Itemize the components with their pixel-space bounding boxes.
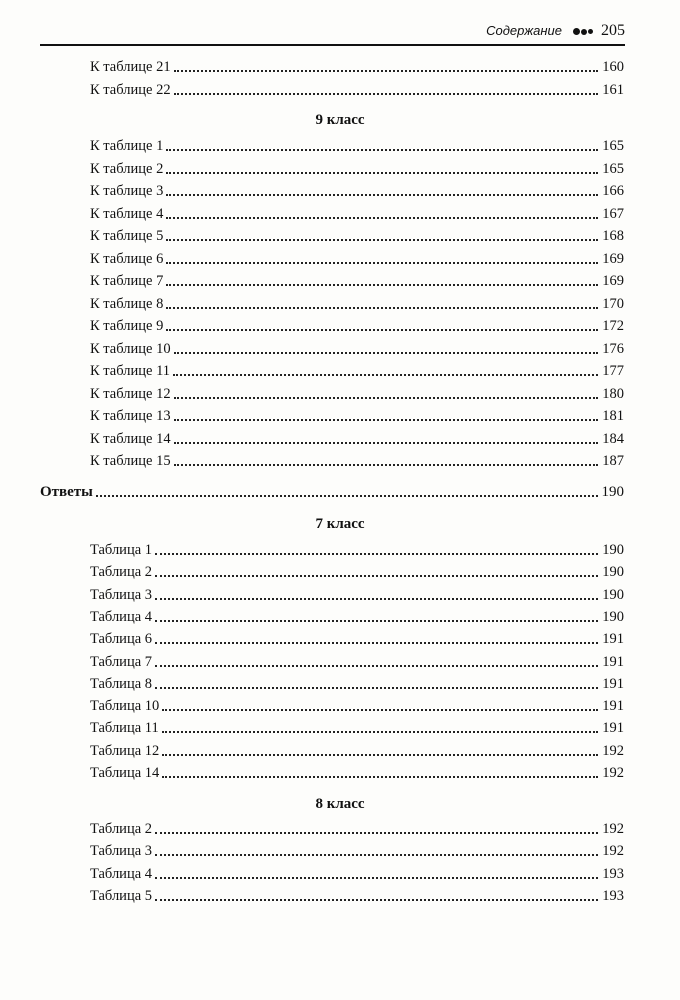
toc-entry-page: 187 <box>602 453 624 469</box>
dot-leader <box>174 69 599 72</box>
toc-entry-page: 190 <box>602 608 624 625</box>
dot-leader <box>162 730 599 733</box>
toc-entry-page: 193 <box>602 887 624 904</box>
toc-entry[interactable] <box>90 673 624 693</box>
toc-entry[interactable] <box>90 628 624 648</box>
toc-entry[interactable] <box>90 315 624 335</box>
toc-entry-label: Таблица 2 <box>90 821 153 837</box>
toc-entry[interactable] <box>90 450 624 470</box>
toc-entry[interactable] <box>90 606 624 626</box>
toc-entry-label: К таблице 10 <box>90 340 171 357</box>
dot-leader <box>166 148 598 151</box>
toc-entry-label: Таблица 4 <box>90 608 153 625</box>
toc-entry-label: К таблице 14 <box>90 430 171 447</box>
dot-leader <box>155 574 598 577</box>
toc-entry[interactable] <box>90 695 624 715</box>
toc-entry-page: 192 <box>602 742 624 759</box>
dot-leader <box>155 831 598 834</box>
toc-entry-page: 190 <box>602 542 624 558</box>
dot-leader <box>166 261 598 264</box>
dot-leader <box>96 494 598 497</box>
toc-entry-label: К таблице 12 <box>90 385 171 402</box>
toc-entry[interactable] <box>90 158 624 178</box>
toc-entry-label: К таблице 1 <box>90 138 164 154</box>
toc-entry[interactable] <box>90 428 624 448</box>
toc-entry-label: К таблице 9 <box>90 318 164 334</box>
toc-entry-page: 190 <box>601 484 624 500</box>
toc-entry[interactable] <box>90 383 624 403</box>
toc-entry-label: Таблица 12 <box>90 742 160 759</box>
toc-entry-label: Таблица 3 <box>90 586 153 603</box>
toc-entry[interactable] <box>90 762 624 782</box>
toc-entry-page: 166 <box>602 183 624 199</box>
dot-leader <box>174 351 599 354</box>
toc-entry-label: К таблице 11 <box>90 363 171 379</box>
toc-entry-page: 180 <box>602 385 624 402</box>
toc-entry[interactable] <box>90 338 624 358</box>
toc-entry-page: 161 <box>602 81 624 98</box>
toc-entry-label: Таблица 2 <box>90 564 153 581</box>
toc-entry-page: 177 <box>602 363 624 379</box>
dot-leader <box>162 753 598 756</box>
toc-entry[interactable] <box>90 225 624 245</box>
dot-leader <box>166 171 598 174</box>
toc-entry-label: Таблица 4 <box>90 865 153 882</box>
toc-entry-page: 191 <box>602 653 624 670</box>
dot-leader <box>174 92 599 95</box>
toc-entry[interactable] <box>90 180 624 200</box>
toc-entry-page: 170 <box>602 295 624 312</box>
toc-entry-label: К таблице 21 <box>90 59 171 75</box>
section-heading-7: 7 класс <box>315 516 365 532</box>
toc-entry[interactable] <box>90 863 624 883</box>
toc-entry-label: Таблица 3 <box>90 843 153 860</box>
toc-entry[interactable] <box>90 360 624 380</box>
header-section-title: Содержание <box>486 23 562 38</box>
dot-leader <box>166 216 598 219</box>
toc-entry[interactable] <box>90 56 624 76</box>
toc-entry-label: К таблице 2 <box>90 160 164 177</box>
toc-entry[interactable] <box>90 203 624 223</box>
toc-entry-page: 190 <box>602 564 624 581</box>
dot-leader <box>155 597 598 600</box>
toc-entry-page: 192 <box>602 821 624 837</box>
dot-leader <box>166 306 598 309</box>
dot-leader <box>174 396 599 399</box>
toc-entry[interactable] <box>90 405 624 425</box>
toc-entry[interactable] <box>90 717 624 737</box>
toc-entry-page: 181 <box>602 408 624 424</box>
toc-entry-answers[interactable] <box>40 481 624 501</box>
toc-entry-label: Таблица 1 <box>90 542 153 558</box>
dot-leader <box>155 664 598 667</box>
header-dots-icon <box>572 22 593 40</box>
toc-entry-label: К таблице 5 <box>90 228 164 244</box>
toc-entry-label: К таблице 22 <box>90 81 171 98</box>
dot-leader <box>166 238 598 241</box>
page-number: 205 <box>601 22 625 39</box>
toc-entry[interactable] <box>90 79 624 99</box>
toc-entry-page: 165 <box>602 138 624 154</box>
dot-leader <box>162 708 598 711</box>
toc-entry-label: Таблица 6 <box>90 631 153 648</box>
toc-entry[interactable] <box>90 293 624 313</box>
dot-leader <box>162 775 598 778</box>
toc-entry-page: 168 <box>602 228 624 244</box>
dot-leader <box>174 418 599 421</box>
toc-entry[interactable] <box>90 248 624 268</box>
toc-entry-page: 193 <box>602 865 624 882</box>
toc-entry-page: 165 <box>602 160 624 177</box>
toc-entry-label: К таблице 3 <box>90 183 164 199</box>
toc-entry[interactable] <box>90 584 624 604</box>
dot-leader <box>155 898 598 901</box>
toc-entry-label: К таблице 15 <box>90 453 171 469</box>
toc-entry-page: 191 <box>602 698 624 715</box>
toc-entry-page: 192 <box>602 765 624 781</box>
toc-entry-page: 169 <box>602 250 624 267</box>
toc-entry-page: 184 <box>602 430 624 447</box>
toc-entry-label: Таблица 8 <box>90 675 153 692</box>
toc-entry-label: К таблице 6 <box>90 250 164 267</box>
section-heading-8: 8 класс <box>315 796 365 812</box>
toc-entry-label: Таблица 7 <box>90 653 153 670</box>
toc-entry-label: К таблице 7 <box>90 273 164 289</box>
toc-entry-page: 190 <box>602 586 624 603</box>
toc-entry[interactable] <box>90 539 624 559</box>
toc-entry-label: Таблица 14 <box>90 765 160 781</box>
dot-leader <box>155 641 598 644</box>
toc-entry-page: 172 <box>602 318 624 334</box>
toc-entry-page: 160 <box>602 59 624 75</box>
dot-leader <box>166 193 598 196</box>
dot-leader <box>173 373 598 376</box>
toc-entry[interactable] <box>90 740 624 760</box>
dot-leader <box>166 328 598 331</box>
toc-entry[interactable] <box>90 840 624 860</box>
toc-entry-label: Ответы <box>40 484 93 500</box>
toc-entry-page: 176 <box>602 340 624 357</box>
toc-entry[interactable] <box>90 135 624 155</box>
dot-leader <box>155 552 598 555</box>
toc-entry[interactable] <box>90 885 624 905</box>
toc-entry-label: К таблице 8 <box>90 295 164 312</box>
toc-entry-label: Таблица 5 <box>90 887 153 904</box>
toc-entry-label: К таблице 13 <box>90 408 171 424</box>
dot-leader <box>174 463 599 466</box>
toc-entry[interactable] <box>90 561 624 581</box>
section-heading-9: 9 класс <box>315 112 365 128</box>
toc-entry-label: К таблице 4 <box>90 205 164 222</box>
dot-leader <box>155 619 598 622</box>
toc-entry-page: 191 <box>602 720 624 737</box>
toc-entry-page: 191 <box>602 631 624 648</box>
toc-entry-label: Таблица 11 <box>90 720 159 737</box>
toc-entry-page: 192 <box>602 843 624 860</box>
toc-entry-page: 169 <box>602 273 624 289</box>
header-title <box>486 22 625 40</box>
toc-entry-label: Таблица 10 <box>90 698 160 715</box>
running-header <box>40 20 625 46</box>
dot-leader <box>155 853 598 856</box>
toc-entry[interactable] <box>90 818 624 838</box>
dot-leader <box>174 441 599 444</box>
toc-entry-page: 167 <box>602 205 624 222</box>
dot-leader <box>166 283 598 286</box>
toc-entry[interactable] <box>90 651 624 671</box>
dot-leader <box>155 876 598 879</box>
toc-entry[interactable] <box>90 270 624 290</box>
toc-entry-page: 191 <box>602 675 624 692</box>
dot-leader <box>155 686 598 689</box>
